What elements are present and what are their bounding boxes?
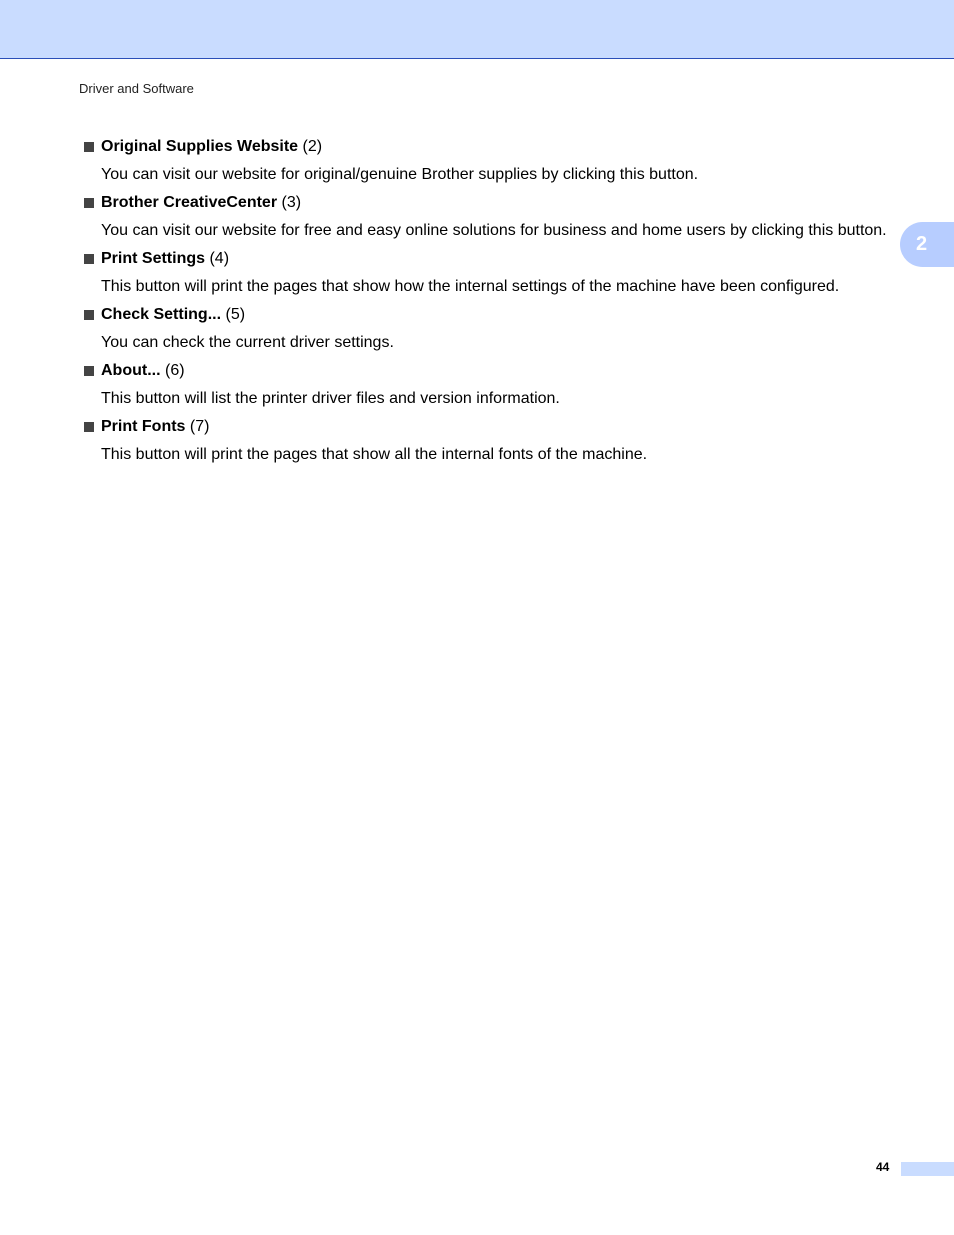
item-name: Original Supplies Website (101, 138, 299, 155)
page-number: 44 (876, 1160, 890, 1174)
item-title (84, 248, 894, 270)
item-title (84, 304, 894, 326)
item-description: This button will list the printer driver files and version information. (101, 390, 560, 407)
list-item (84, 304, 894, 353)
chapter-tab: 2 (900, 222, 954, 267)
item-ref: (5) (225, 306, 246, 323)
running-head: Driver and Software (79, 81, 194, 96)
item-name: Check Setting... (101, 306, 222, 323)
item-description: You can visit our website for original/genuine Brother supplies by clicking this button. (101, 166, 699, 183)
list-item (84, 416, 894, 465)
item-name: Print Settings (101, 250, 206, 267)
item-ref: (4) (209, 250, 230, 267)
header-band (0, 0, 954, 59)
item-title (84, 192, 894, 214)
item-description: This button will print the pages that show how the internal settings of the machine have been configured. (101, 278, 840, 295)
square-bullet-icon (84, 254, 94, 264)
footer-bar (901, 1162, 954, 1176)
item-description: This button will print the pages that show all the internal fonts of the machine. (101, 446, 648, 463)
item-ref: (3) (281, 194, 302, 211)
item-name: Print Fonts (101, 418, 186, 435)
item-description: You can visit our website for free and easy online solutions for business and home users by clicking this button. (101, 222, 887, 239)
square-bullet-icon (84, 366, 94, 376)
square-bullet-icon (84, 310, 94, 320)
item-description: You can check the current driver settings. (101, 334, 394, 351)
square-bullet-icon (84, 142, 94, 152)
item-title (84, 360, 894, 382)
square-bullet-icon (84, 198, 94, 208)
list-item (84, 192, 894, 241)
item-name: Brother CreativeCenter (101, 194, 278, 211)
item-title (84, 136, 894, 158)
item-ref: (2) (302, 138, 323, 155)
list-item (84, 248, 894, 297)
square-bullet-icon (84, 422, 94, 432)
list-item (84, 360, 894, 409)
item-list (84, 136, 894, 472)
item-title (84, 416, 894, 438)
item-ref: (7) (189, 418, 210, 435)
list-item (84, 136, 894, 185)
item-ref: (6) (165, 362, 185, 379)
item-name: About... (101, 362, 161, 379)
